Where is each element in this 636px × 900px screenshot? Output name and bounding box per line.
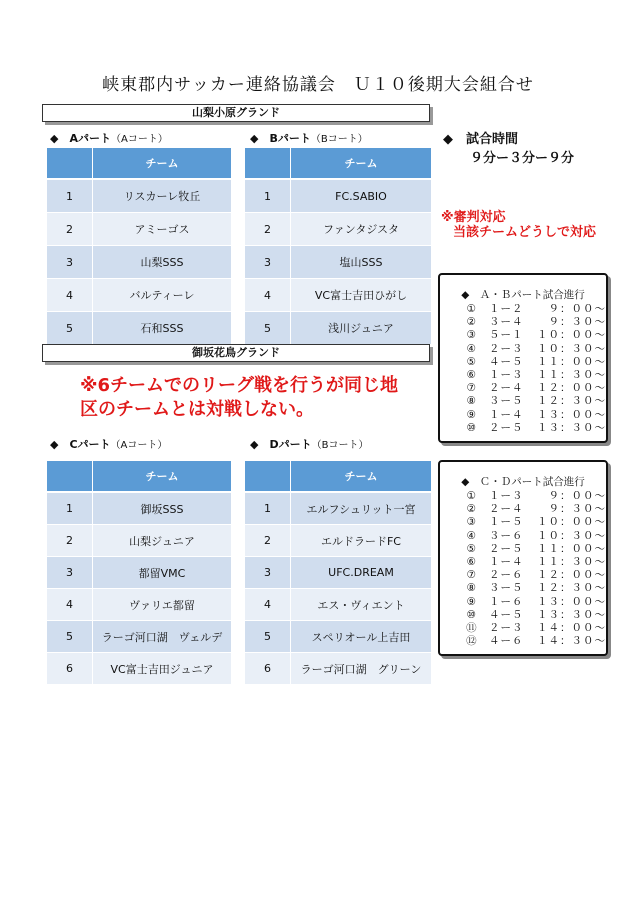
schedule-row [461,369,606,382]
team-number: 1 [47,180,93,213]
table-row [245,525,431,557]
schedule-row [461,582,606,595]
match-time-label: ◆ 試合時間 [443,132,518,147]
team-number: 3 [47,246,93,279]
match-time: １３：３０～ [537,608,607,621]
schedule-row [461,382,606,395]
table-row [47,180,231,213]
team-name: 山梨ジュニア [93,525,231,557]
schedule-ab [438,273,608,443]
match-pairing: ２ー５ [488,542,524,555]
team-number: 4 [245,279,291,312]
table-header-team: チーム [93,461,231,493]
match-number: ⑧ [466,395,477,408]
match-pairing: ３ー６ [488,529,524,542]
table-row [245,246,431,279]
part-a-court: （Aコート） [110,134,168,145]
table-row [245,213,431,246]
team-number: 2 [245,525,291,557]
match-pairing: １ー５ [488,516,524,529]
match-time: １３：３０～ [537,421,607,434]
team-name: 山梨SSS [93,246,231,279]
table-row [47,279,231,312]
team-name: スペリオール上吉田 [291,621,431,653]
team-number: 4 [47,279,93,312]
match-number: ⑥ [466,555,477,568]
team-number: 2 [47,525,93,557]
team-number: 3 [245,557,291,589]
part-c-heading [50,436,167,452]
match-time: １２：３０～ [537,395,607,408]
table-header-num [47,461,93,493]
team-number: 6 [245,653,291,685]
match-pairing: ３ー４ [488,316,524,329]
match-pairing: ３ー５ [488,395,524,408]
part-d-court: （Bコート） [311,440,369,451]
match-pairing: ５ー１ [488,329,524,342]
match-number: ⑫ [466,635,477,648]
match-number: ③ [466,329,477,342]
match-number: ③ [466,516,477,529]
match-pairing: １ー３ [488,368,524,381]
match-pairing: ４ー５ [488,355,524,368]
team-name: 都留VMC [93,557,231,589]
team-name: リスカーレ牧丘 [93,180,231,213]
schedule-row [461,422,606,435]
table-row [245,312,431,345]
schedule-row [461,329,606,342]
schedule-row [461,622,606,635]
match-time: １０：００～ [537,329,607,342]
schedule-cd-title: ◆ Ｃ・Ｄパート試合進行 [461,476,585,488]
schedule-row [461,490,606,503]
part-b-label: ◆ Bパート [250,132,311,145]
table-row [47,312,231,345]
table-row [47,621,231,653]
team-number: 5 [47,312,93,345]
schedule-row [461,343,606,356]
team-name: バルティーレ [93,279,231,312]
match-number: ⑩ [466,421,477,434]
part-c-court: （Aコート） [110,440,168,451]
table-row [245,557,431,589]
match-time: １１：３０～ [537,555,607,568]
team-number: 4 [47,589,93,621]
match-time: １０：３０～ [537,342,607,355]
referee-note-2: 当該チームどうしで対応 [453,225,597,240]
match-number: ⑩ [466,608,477,621]
league-note-1: ※6チームでのリーグ戦を行うが同じ地 [80,375,399,396]
team-name: FC.SABIO [291,180,431,213]
part-d-label: ◆ Dパート [250,438,312,451]
part-d-heading [250,436,368,452]
venue-banner-1: 山梨小原グランド [42,104,430,122]
table-row [245,589,431,621]
schedule-row [461,556,606,569]
match-time: １４：３０～ [537,635,607,648]
table-row [47,525,231,557]
match-time: １１：３０～ [537,368,607,381]
match-number: ④ [466,342,477,355]
table-row [47,653,231,685]
match-pairing: １ー２ [488,303,524,315]
match-number: ⑪ [466,621,477,634]
part-a-heading [50,130,168,146]
match-pairing: ２ー５ [488,421,524,434]
part-c-label: ◆ Cパート [50,438,111,451]
table-row [245,279,431,312]
match-number: ⑦ [466,569,477,582]
match-time: ９：３０～ [548,316,607,329]
match-time: １２：３０～ [537,582,607,595]
table-header-num [245,148,291,180]
match-time: １０：３０～ [537,529,607,542]
team-number: 1 [245,493,291,525]
match-time: １２：００～ [537,569,607,582]
table-row [245,493,431,525]
match-pairing: ２ー３ [488,342,524,355]
team-table-c [47,461,231,685]
team-name: ラーゴ河口湖 ヴェルデ [93,621,231,653]
table-row [47,213,231,246]
match-pairing: ２ー４ [488,382,524,395]
table-row [47,246,231,279]
schedule-row [461,609,606,622]
table-header-team: チーム [93,148,231,180]
schedule-row [461,409,606,422]
table-row [47,589,231,621]
team-name: エルドラードFC [291,525,431,557]
match-pairing: １ー６ [488,595,524,608]
match-number: ① [466,303,477,315]
match-time: ９：３０～ [548,503,607,516]
table-row [245,621,431,653]
schedule-row [461,543,606,556]
team-number: 1 [245,180,291,213]
match-pairing: ２ー３ [488,621,524,634]
table-row [47,493,231,525]
match-pairing: ２ー４ [488,503,524,516]
match-time: ９：００～ [548,490,607,502]
team-number: 3 [47,557,93,589]
schedule-cd [438,460,608,656]
team-number: 5 [245,312,291,345]
team-number: 2 [245,213,291,246]
team-number: 5 [245,621,291,653]
team-table-a [47,148,231,345]
match-time: １３：００～ [537,595,607,608]
match-number: ① [466,490,477,502]
match-time: １３：００～ [537,408,607,421]
team-name: ファンタジスタ [291,213,431,246]
team-name: 塩山SSS [291,246,431,279]
team-number: 5 [47,621,93,653]
match-pairing: １ー４ [488,555,524,568]
match-number: ⑧ [466,582,477,595]
team-name: 石和SSS [93,312,231,345]
match-number: ⑨ [466,595,477,608]
part-a-label: ◆ Aパート [50,132,111,145]
match-time: １１：００～ [537,542,607,555]
referee-note-1: ※審判対応 [441,210,506,225]
match-number: ② [466,503,477,516]
schedule-row [461,316,606,329]
team-number: 1 [47,493,93,525]
team-name: ラーゴ河口湖 グリーン [291,653,431,685]
match-number: ⑦ [466,382,477,395]
schedule-row [461,596,606,609]
page-title: 峡東郡内サッカー連絡協議会 Ｕ１０後期大会組合せ [102,75,534,95]
schedule-row [461,503,606,516]
match-number: ⑤ [466,355,477,368]
team-number: 4 [245,589,291,621]
table-header-num [47,148,93,180]
team-name: UFC.DREAM [291,557,431,589]
schedule-row [461,635,606,648]
team-name: 御坂SSS [93,493,231,525]
match-number: ⑤ [466,542,477,555]
table-header-team: チーム [291,148,431,180]
table-row [245,653,431,685]
team-name: VC富士吉田ひがし [291,279,431,312]
part-b-heading [250,130,368,146]
team-name: 浅川ジュニア [291,312,431,345]
team-number: 2 [47,213,93,246]
match-time: １１：００～ [537,355,607,368]
match-number: ④ [466,529,477,542]
match-pairing: １ー４ [488,408,524,421]
schedule-ab-title: ◆ Ａ・Ｂパート試合進行 [461,289,585,301]
venue-banner-2: 御坂花鳥グランド [42,344,430,362]
team-number: 6 [47,653,93,685]
match-time: １２：００～ [537,382,607,395]
match-pairing: ４ー５ [488,608,524,621]
part-b-court: （Bコート） [310,134,368,145]
schedule-row [461,569,606,582]
match-pairing: １ー３ [488,490,524,502]
match-pairing: ４ー６ [488,635,524,648]
match-number: ⑨ [466,408,477,421]
schedule-row [461,530,606,543]
match-time: １４：００～ [537,621,607,634]
schedule-row [461,303,606,316]
match-pairing: ３ー５ [488,582,524,595]
table-header-num [245,461,291,493]
team-name: エルフシュリット一宮 [291,493,431,525]
team-table-b [245,148,431,345]
match-number: ② [466,316,477,329]
table-row [47,557,231,589]
match-time-value: ９分ー３分ー９分 [470,151,575,166]
table-header-team: チーム [291,461,431,493]
team-number: 3 [245,246,291,279]
table-row [245,180,431,213]
team-table-d [245,461,431,685]
match-pairing: ２ー６ [488,569,524,582]
match-time: １０：００～ [537,516,607,529]
team-name: エス・ヴィエント [291,589,431,621]
match-time: ９：００～ [548,303,607,315]
team-name: VC富士吉田ジュニア [93,653,231,685]
team-name: ヴァリエ都留 [93,589,231,621]
schedule-row [461,516,606,529]
schedule-row [461,395,606,408]
league-note-2: 区のチームとは対戦しない。 [80,399,314,420]
schedule-row [461,356,606,369]
team-name: アミーゴス [93,213,231,246]
match-number: ⑥ [466,368,477,381]
